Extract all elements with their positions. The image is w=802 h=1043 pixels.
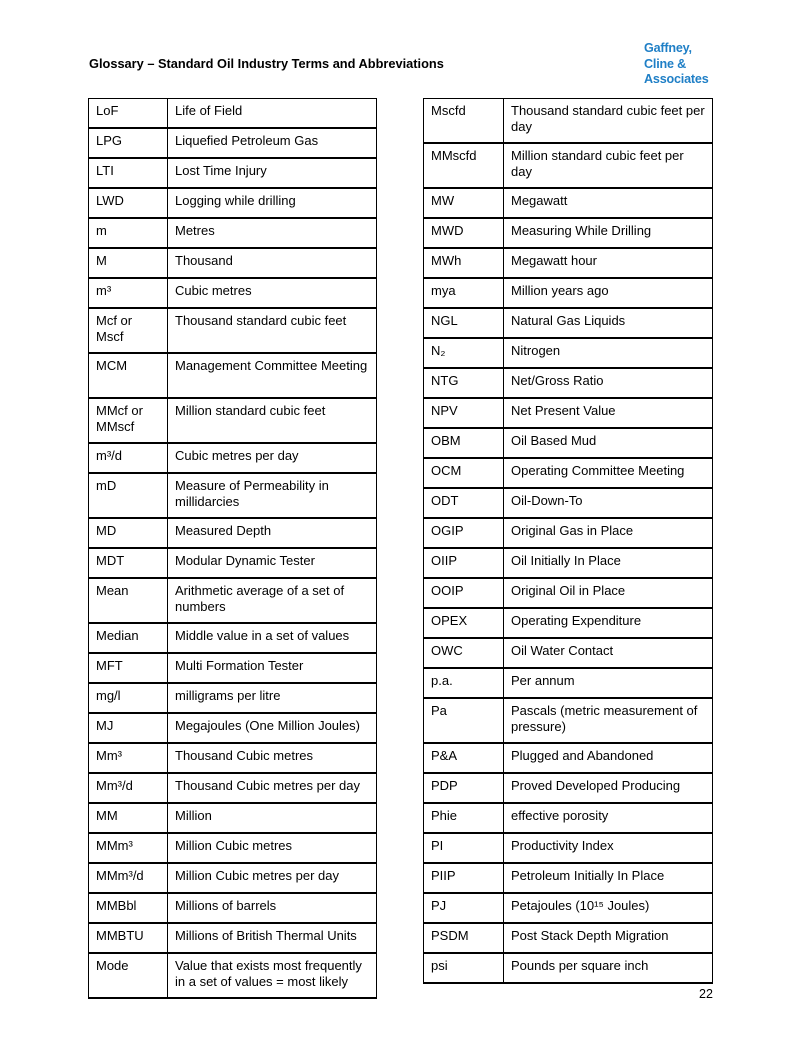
definition-cell: Operating Expenditure	[504, 608, 713, 638]
definition-cell: Net/Gross Ratio	[504, 368, 713, 398]
definition-cell: Petajoules (10¹⁵ Joules)	[504, 893, 713, 923]
table-row	[89, 248, 377, 278]
table-row	[424, 743, 713, 773]
term-cell: NGL	[424, 308, 504, 338]
logo-line: Associates	[644, 72, 709, 86]
table-row	[424, 218, 713, 248]
definition-cell: Logging while drilling	[168, 188, 377, 218]
glossary-table-left	[88, 98, 377, 999]
term-cell: M	[89, 248, 168, 278]
definition-cell: Pascals (metric measurement of pressure)	[504, 698, 713, 743]
definition-cell: Lost Time Injury	[168, 158, 377, 188]
table-row	[424, 578, 713, 608]
definition-cell: Oil-Down-To	[504, 488, 713, 518]
table-row	[89, 893, 377, 923]
term-cell: LWD	[89, 188, 168, 218]
term-cell: Mscfd	[424, 99, 504, 144]
term-cell: PI	[424, 833, 504, 863]
table-row	[424, 923, 713, 953]
definition-cell: Thousand Cubic metres	[168, 743, 377, 773]
term-cell: MD	[89, 518, 168, 548]
term-cell: Median	[89, 623, 168, 653]
page-title: Glossary – Standard Oil Industry Terms and Abbreviations	[89, 56, 444, 71]
definition-cell: Million Cubic metres per day	[168, 863, 377, 893]
definition-cell: Million standard cubic feet	[168, 398, 377, 443]
definition-cell: Liquefied Petroleum Gas	[168, 128, 377, 158]
table-row	[424, 248, 713, 278]
table-row	[424, 638, 713, 668]
term-cell: MWD	[424, 218, 504, 248]
table-row	[424, 488, 713, 518]
term-cell: mya	[424, 278, 504, 308]
definition-cell: Per annum	[504, 668, 713, 698]
definition-cell: Oil Based Mud	[504, 428, 713, 458]
term-cell: m³	[89, 278, 168, 308]
definition-cell: Oil Water Contact	[504, 638, 713, 668]
definition-cell: Measured Depth	[168, 518, 377, 548]
term-cell: LPG	[89, 128, 168, 158]
term-cell: MW	[424, 188, 504, 218]
table-row	[89, 353, 377, 398]
table-row	[424, 398, 713, 428]
definition-cell: Megawatt	[504, 188, 713, 218]
term-cell: OPEX	[424, 608, 504, 638]
definition-cell: Measure of Permeability in millidarcies	[168, 473, 377, 518]
term-cell: OOIP	[424, 578, 504, 608]
definition-cell: Measuring While Drilling	[504, 218, 713, 248]
term-cell: Mcf or Mscf	[89, 308, 168, 353]
term-cell: OWC	[424, 638, 504, 668]
term-cell: N₂	[424, 338, 504, 368]
term-cell: NTG	[424, 368, 504, 398]
term-cell: MJ	[89, 713, 168, 743]
table-row	[424, 893, 713, 923]
definition-cell: Net Present Value	[504, 398, 713, 428]
definition-cell: Management Committee Meeting	[168, 353, 377, 398]
term-cell: MMm³	[89, 833, 168, 863]
definition-cell: Productivity Index	[504, 833, 713, 863]
table-row	[89, 398, 377, 443]
table-row	[89, 833, 377, 863]
table-row	[89, 683, 377, 713]
table-row	[89, 623, 377, 653]
definition-cell: Arithmetic average of a set of numbers	[168, 578, 377, 623]
term-cell: Phie	[424, 803, 504, 833]
definition-cell: Cubic metres per day	[168, 443, 377, 473]
term-cell: MMm³/d	[89, 863, 168, 893]
definition-cell: Nitrogen	[504, 338, 713, 368]
table-row	[424, 99, 713, 144]
table-row	[424, 833, 713, 863]
table-row	[89, 218, 377, 248]
table-row	[424, 143, 713, 188]
definition-cell: Proved Developed Producing	[504, 773, 713, 803]
table-row	[89, 158, 377, 188]
table-row	[89, 743, 377, 773]
glossary-table-right	[423, 98, 713, 984]
term-cell: NPV	[424, 398, 504, 428]
term-cell: m	[89, 218, 168, 248]
term-cell: p.a.	[424, 668, 504, 698]
table-row	[89, 803, 377, 833]
term-cell: psi	[424, 953, 504, 983]
term-cell: MMBTU	[89, 923, 168, 953]
table-row	[424, 368, 713, 398]
term-cell: ODT	[424, 488, 504, 518]
table-row	[89, 923, 377, 953]
definition-cell: Operating Committee Meeting	[504, 458, 713, 488]
logo-line: Cline &	[644, 56, 686, 71]
definition-cell: Value that exists most frequently in a set of values = most likely	[168, 953, 377, 998]
table-row	[89, 443, 377, 473]
table-row	[89, 128, 377, 158]
table-row	[89, 773, 377, 803]
definition-cell: Pounds per square inch	[504, 953, 713, 983]
definition-cell: Megajoules (One Million Joules)	[168, 713, 377, 743]
term-cell: Mm³	[89, 743, 168, 773]
term-cell: MFT	[89, 653, 168, 683]
definition-cell: Million years ago	[504, 278, 713, 308]
definition-cell: Middle value in a set of values	[168, 623, 377, 653]
term-cell: MM	[89, 803, 168, 833]
table-row	[89, 99, 377, 129]
term-cell: MMBbl	[89, 893, 168, 923]
table-row	[424, 428, 713, 458]
term-cell: MMscfd	[424, 143, 504, 188]
company-logo	[644, 41, 709, 88]
term-cell: Pa	[424, 698, 504, 743]
definition-cell: Millions of British Thermal Units	[168, 923, 377, 953]
term-cell: Mean	[89, 578, 168, 623]
table-row	[424, 668, 713, 698]
table-row	[424, 773, 713, 803]
logo-line: Gaffney,	[644, 41, 692, 55]
term-cell: MCM	[89, 353, 168, 398]
table-row	[424, 458, 713, 488]
definition-cell: Natural Gas Liquids	[504, 308, 713, 338]
term-cell: OCM	[424, 458, 504, 488]
table-row	[424, 518, 713, 548]
definition-cell: Petroleum Initially In Place	[504, 863, 713, 893]
term-cell: MWh	[424, 248, 504, 278]
table-row	[89, 308, 377, 353]
table-row	[424, 548, 713, 578]
definition-cell: Oil Initially In Place	[504, 548, 713, 578]
term-cell: mg/l	[89, 683, 168, 713]
definition-cell: effective porosity	[504, 803, 713, 833]
definition-cell: Original Oil in Place	[504, 578, 713, 608]
term-cell: Mode	[89, 953, 168, 998]
definition-cell: Megawatt hour	[504, 248, 713, 278]
term-cell: PJ	[424, 893, 504, 923]
table-row	[424, 278, 713, 308]
term-cell: PDP	[424, 773, 504, 803]
table-row	[424, 698, 713, 743]
definition-cell: Cubic metres	[168, 278, 377, 308]
table-row	[424, 863, 713, 893]
definition-cell: Multi Formation Tester	[168, 653, 377, 683]
table-row	[89, 548, 377, 578]
page-number: 22	[699, 987, 713, 1001]
table-row	[89, 473, 377, 518]
definition-cell: Life of Field	[168, 99, 377, 129]
definition-cell: Metres	[168, 218, 377, 248]
term-cell: P&A	[424, 743, 504, 773]
term-cell: m³/d	[89, 443, 168, 473]
term-cell: OIIP	[424, 548, 504, 578]
definition-cell: Thousand Cubic metres per day	[168, 773, 377, 803]
definition-cell: Original Gas in Place	[504, 518, 713, 548]
table-row	[89, 518, 377, 548]
table-row	[89, 713, 377, 743]
definition-cell: Modular Dynamic Tester	[168, 548, 377, 578]
table-row	[89, 278, 377, 308]
definition-cell: Thousand standard cubic feet per day	[504, 99, 713, 144]
term-cell: LoF	[89, 99, 168, 129]
definition-cell: Thousand	[168, 248, 377, 278]
term-cell: MMcf or MMscf	[89, 398, 168, 443]
table-row	[424, 803, 713, 833]
table-row	[89, 188, 377, 218]
table-row	[89, 953, 377, 998]
term-cell: MDT	[89, 548, 168, 578]
table-row	[89, 653, 377, 683]
definition-cell: Post Stack Depth Migration	[504, 923, 713, 953]
table-row	[424, 188, 713, 218]
table-row	[89, 863, 377, 893]
definition-cell: Plugged and Abandoned	[504, 743, 713, 773]
table-row	[424, 953, 713, 983]
definition-cell: milligrams per litre	[168, 683, 377, 713]
definition-cell: Million Cubic metres	[168, 833, 377, 863]
definition-cell: Thousand standard cubic feet	[168, 308, 377, 353]
definition-cell: Million standard cubic feet per day	[504, 143, 713, 188]
term-cell: OGIP	[424, 518, 504, 548]
term-cell: LTI	[89, 158, 168, 188]
term-cell: OBM	[424, 428, 504, 458]
table-row	[424, 338, 713, 368]
term-cell: PIIP	[424, 863, 504, 893]
definition-cell: Million	[168, 803, 377, 833]
term-cell: mD	[89, 473, 168, 518]
term-cell: PSDM	[424, 923, 504, 953]
term-cell: Mm³/d	[89, 773, 168, 803]
table-row	[424, 308, 713, 338]
definition-cell: Millions of barrels	[168, 893, 377, 923]
table-row	[424, 608, 713, 638]
table-row	[89, 578, 377, 623]
